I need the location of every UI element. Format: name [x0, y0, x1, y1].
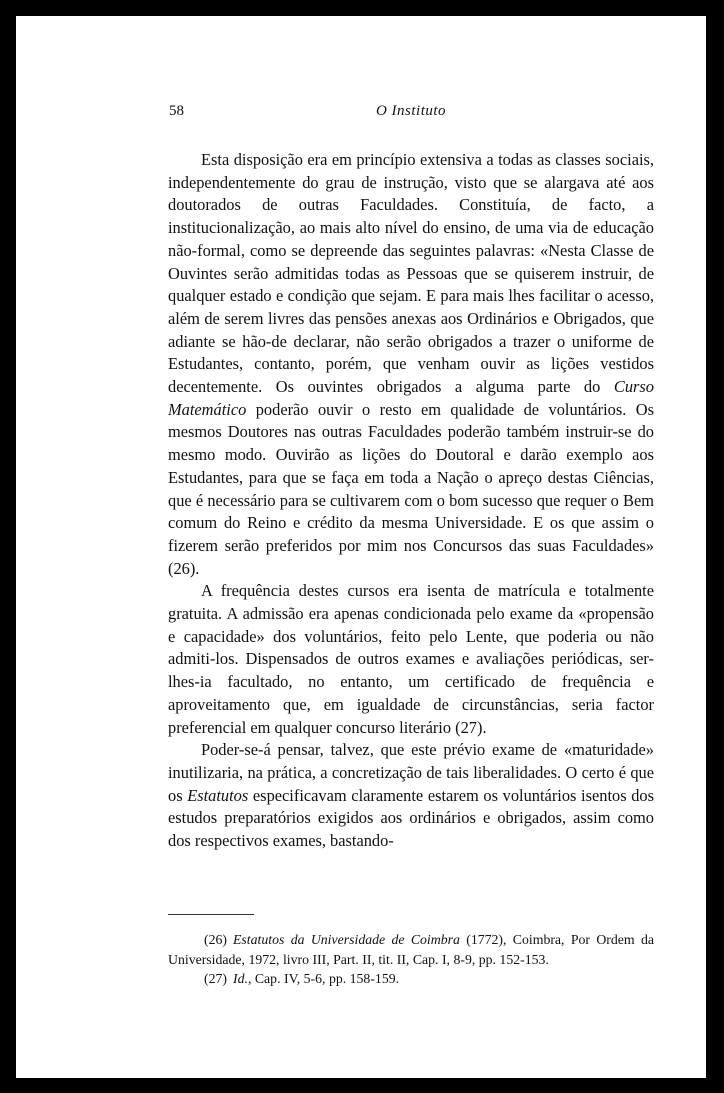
text-run: A frequência destes cursos era isenta de matrícula e totalmente gratuita. A admissão era apenas condicionada pelo exame da «propensão e capacidade» dos voluntários, feito pelo Lente, que poderia ou não admiti-los. Dispensados de outros exames e avaliações periódicas, ser-lhes-ia facultado, no entanto, um certificado de frequência e aproveitamento que, em igualdade de circunstâncias, seria factor preferencial em qualquer concurso literário (27).: [168, 581, 654, 737]
text-run-italic: Estatutos da Universidade de Coimbra: [233, 932, 460, 947]
text-run: , Cap. IV, 5-6, pp. 158-159.: [247, 971, 400, 986]
book-page: [16, 16, 706, 1078]
paragraph-3: [168, 739, 654, 853]
body-text: [168, 149, 654, 853]
text-run: especificavam claramente estarem os voluntários isentos dos estudos preparatórios exigidos aos ordinários e obrigados, assim como dos respectivos exames, bastando-: [168, 785, 654, 851]
footnote-divider: [168, 914, 254, 915]
text-run-italic: Id.: [233, 971, 248, 986]
page-number: 58: [169, 103, 184, 119]
footnote-26: [168, 930, 654, 969]
footnote-ref: (27): [204, 971, 227, 986]
running-title: O Instituto: [375, 103, 447, 119]
paragraph-1: [168, 149, 654, 580]
paragraph-2: [168, 580, 654, 739]
footnote-ref: (26): [204, 932, 227, 947]
footnote-27: [168, 969, 654, 989]
footnotes: [168, 930, 654, 989]
text-run: poderão ouvir o resto em qualidade de voluntários. Os mesmos Doutores nas outras Faculdades poderão também instruir-se do mesmo modo. Ouvirão as lições do Doutoral e darão exemplo aos Estudantes, para que se faça em toda a Nação o apreço destas Ciências, que é necessário para se cultivarem com o bom sucesso que requer o Bem comum do Reino e crédito da mesma Universidade. E os que assim o fizerem serão preferidos por mim nos Concursos das suas Faculdades» (26).: [168, 399, 654, 578]
text-run: (1772), Coimbra, Por Ordem da Universidade, 1972, livro III, Part. II, tit. II, Cap. I, 8-9, pp. 152-153.: [168, 932, 654, 967]
text-run: Esta disposição era em princípio extensiva a todas as classes sociais, independentemente do grau de instrução, visto que se alargava até aos doutorados de outras Faculdades. Constituía, de facto, a institucionalização, ao mais alto nível do ensino, de uma via de educação não-formal, como se depreende das seguintes palavras: «Nesta Classe de Ouvintes serão admitidas todas as Pessoas que se quiserem instruir, de qualquer estado e condição que sejam. E para mais lhes facilitar o acesso, além de serem livres das pensões anexas aos Ordinários e Obrigados, que adiante se hão-de declarar, não serão obrigados a trazer o uniforme de Estudantes, contanto, porém, que venham ouvir as lições vestidos decentemente. Os ouvintes obrigados a alguma parte do: [168, 150, 654, 397]
text-run: Poder-se-á pensar, talvez, que este prévio exame de «maturidade» inutilizaria, na prática, a concretização de tais liberalidades. O certo é que os: [168, 740, 654, 805]
text-run-italic: Estatutos: [187, 785, 249, 805]
text-run-italic: Curso Matemático: [168, 377, 654, 419]
